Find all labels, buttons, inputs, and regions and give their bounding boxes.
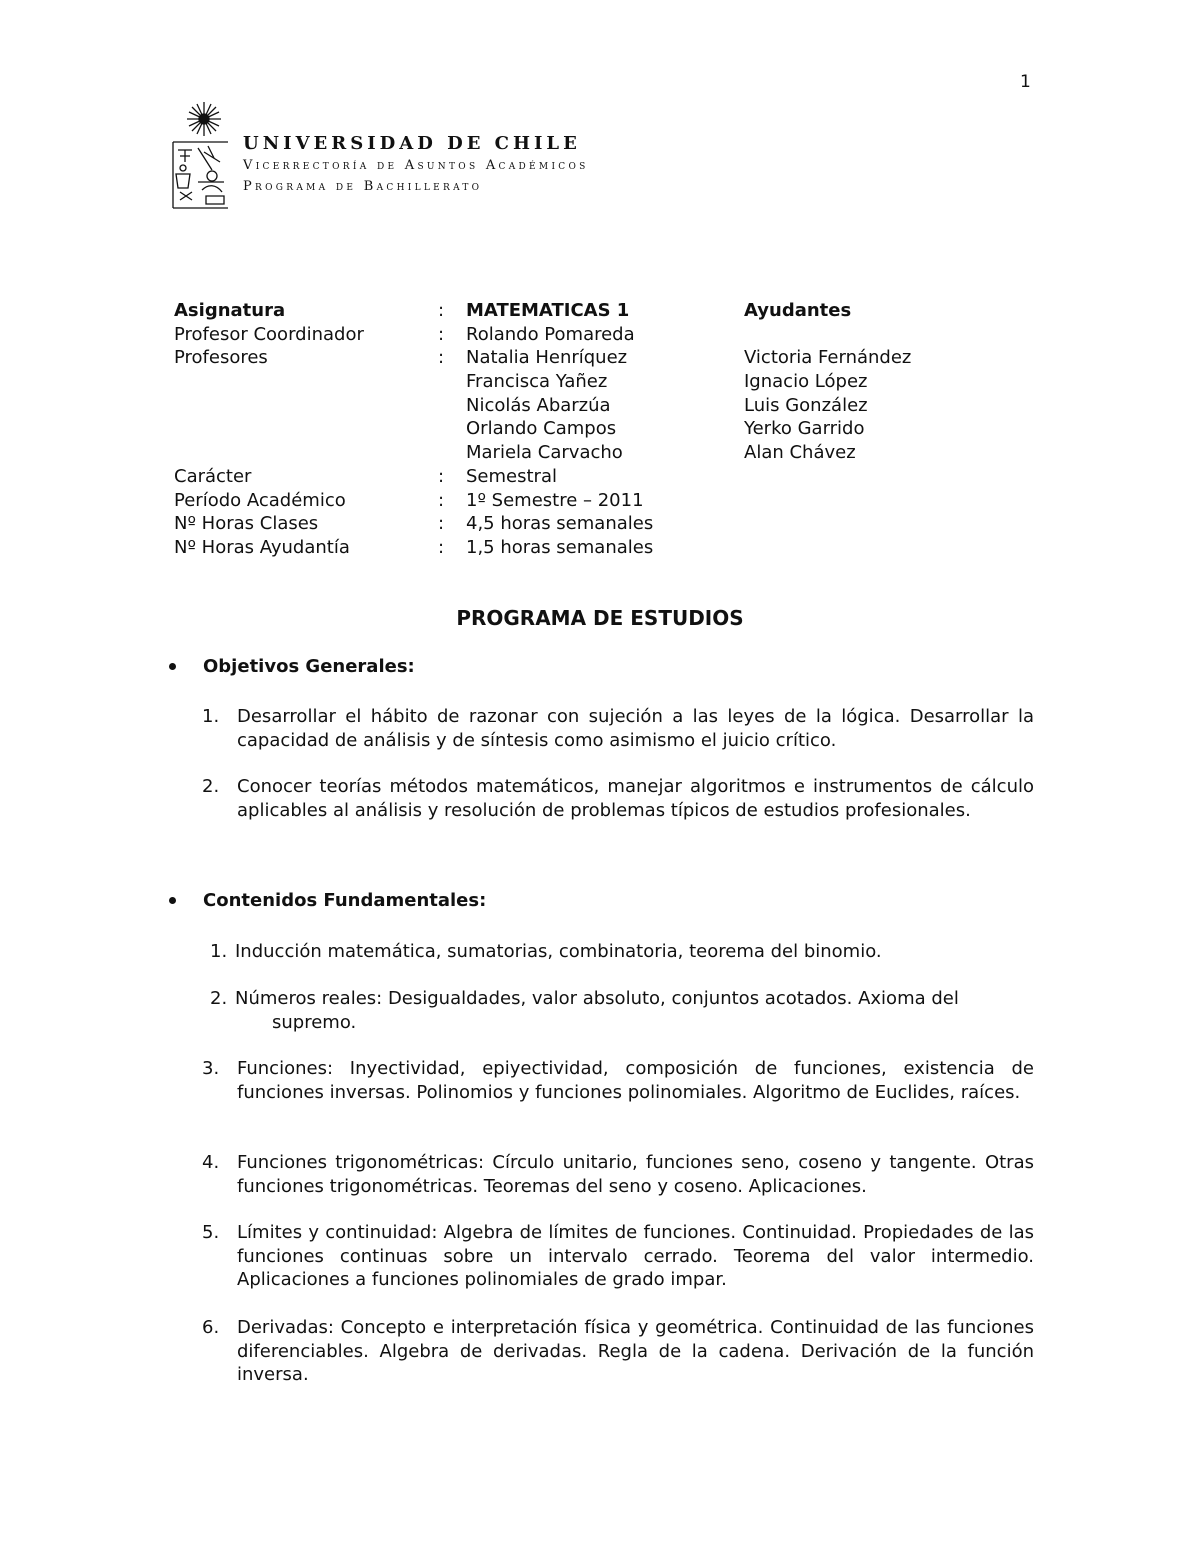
horas-ayudantia-value: 1,5 horas semanales xyxy=(466,536,654,558)
ayudante-name: Alan Chávez xyxy=(744,442,856,464)
university-name: UNIVERSIDAD DE CHILE xyxy=(243,133,581,154)
profesor-name: Nicolás Abarzúa xyxy=(466,394,611,416)
info-row-horas-ayudantia xyxy=(174,536,984,560)
item-number: 6. xyxy=(202,1317,220,1338)
contenido-item xyxy=(202,1221,1034,1292)
objetivos-title: Objetivos Generales: xyxy=(203,656,415,677)
item-text: Funciones trigonométricas: Círculo unitario, funciones seno, coseno y tangente. Otras funciones trigonométricas. Teoremas del seno y coseno. Aplicaciones. xyxy=(237,1152,1034,1197)
item-number: 1. xyxy=(210,941,228,962)
profesor-name: Natalia Henríquez xyxy=(466,347,628,369)
colon: : xyxy=(438,465,445,487)
colon: : xyxy=(438,300,445,321)
contenido-item xyxy=(202,1316,1034,1387)
page-number: 1 xyxy=(1020,72,1031,92)
colon: : xyxy=(438,536,445,558)
info-row-horas-clases xyxy=(174,512,984,536)
item-text: Límites y continuidad: Algebra de límites de funciones. Continuidad. Propiedades de las funciones continuas sobre un intervalo cerrado. Teorema del valor intermedio. Aplicaciones a funciones polinomiales de grado impar. xyxy=(237,1222,1034,1291)
item-number: 1. xyxy=(202,706,220,727)
info-row-profesores-cont xyxy=(174,441,984,465)
programa-line: Programa de Bachillerato xyxy=(243,179,483,194)
info-row-caracter xyxy=(174,465,984,489)
ayudantes-label: Ayudantes xyxy=(744,300,852,321)
ayudante-name: Luis González xyxy=(744,394,868,416)
objetivos-section-title xyxy=(168,656,415,677)
contenido-item xyxy=(202,1151,1034,1198)
info-row-periodo xyxy=(174,489,984,513)
colon: : xyxy=(438,513,445,535)
ayudante-name: Victoria Fernández xyxy=(744,347,912,369)
asignatura-label: Asignatura xyxy=(174,300,286,321)
horas-ayudantia-label: Nº Horas Ayudantía xyxy=(174,536,350,558)
item-number: 5. xyxy=(202,1222,220,1243)
caracter-label: Carácter xyxy=(174,465,252,487)
item-number: 2. xyxy=(202,776,220,797)
objetivo-item xyxy=(202,775,1034,822)
horas-clases-label: Nº Horas Clases xyxy=(174,513,319,535)
info-row-profesores-cont xyxy=(174,394,984,418)
course-info-table xyxy=(174,299,984,560)
periodo-value: 1º Semestre – 2011 xyxy=(466,489,644,511)
info-row-asignatura xyxy=(174,299,984,323)
horas-clases-value: 4,5 horas semanales xyxy=(466,513,654,535)
item-text: Inducción matemática, sumatorias, combinatoria, teorema del binomio. xyxy=(235,941,882,962)
colon: : xyxy=(438,347,445,369)
item-text: Desarrollar el hábito de razonar con sujeción a las leyes de la lógica. Desarrollar la capacidad de análisis y de síntesis como asimismo el juicio crítico. xyxy=(237,706,1034,751)
ayudante-name: Ignacio López xyxy=(744,371,868,393)
contenido-item xyxy=(210,940,1040,964)
item-text: Funciones: Inyectividad, epiyectividad, composición de funciones, existencia de funciones inversas. Polinomios y funciones polinomiales. Algoritmo de Euclides, raíces. xyxy=(237,1058,1034,1103)
item-text-continuation: supremo. xyxy=(272,1011,357,1033)
university-header xyxy=(243,133,589,197)
info-row-profesores xyxy=(174,346,984,370)
colon: : xyxy=(438,489,445,511)
info-row-profesores-cont xyxy=(174,417,984,441)
item-text: Conocer teorías métodos matemáticos, manejar algoritmos e instrumentos de cálculo aplicables al análisis y resolución de problemas típicos de estudios profesionales. xyxy=(237,776,1034,821)
contenido-item xyxy=(202,1057,1034,1104)
profesor-name: Francisca Yañez xyxy=(466,371,608,393)
contenidos-title: Contenidos Fundamentales: xyxy=(203,890,487,911)
university-seal-logo xyxy=(168,100,232,212)
item-number: 3. xyxy=(202,1058,220,1079)
item-text: Números reales: Desigualdades, valor absoluto, conjuntos acotados. Axioma del xyxy=(235,988,959,1009)
profesores-label: Profesores xyxy=(174,347,268,369)
vicerrectoria-line: Vicerrectoría de Asuntos Académicos xyxy=(243,158,589,173)
objetivo-item xyxy=(202,705,1034,752)
coordinador-label: Profesor Coordinador xyxy=(174,323,364,345)
bullet-icon xyxy=(169,897,176,904)
program-title: PROGRAMA DE ESTUDIOS xyxy=(456,606,744,630)
colon: : xyxy=(438,323,445,345)
asignatura-value: MATEMATICAS 1 xyxy=(466,300,630,321)
contenidos-section-title xyxy=(168,890,486,911)
info-row-coordinador xyxy=(174,323,984,347)
info-row-profesores-cont xyxy=(174,370,984,394)
caracter-value: Semestral xyxy=(466,465,557,487)
contenido-item xyxy=(210,987,1040,1034)
bullet-icon xyxy=(169,663,176,670)
profesor-name: Orlando Campos xyxy=(466,418,617,440)
profesor-name: Mariela Carvacho xyxy=(466,442,623,464)
periodo-label: Período Académico xyxy=(174,489,346,511)
item-number: 2. xyxy=(210,988,228,1009)
item-text: Derivadas: Concepto e interpretación física y geométrica. Continuidad de las funciones diferenciables. Algebra de derivadas. Regla de la cadena. Derivación de la función inversa. xyxy=(237,1317,1034,1386)
item-number: 4. xyxy=(202,1152,220,1173)
coordinador-value: Rolando Pomareda xyxy=(466,323,635,345)
ayudante-name: Yerko Garrido xyxy=(744,418,865,440)
